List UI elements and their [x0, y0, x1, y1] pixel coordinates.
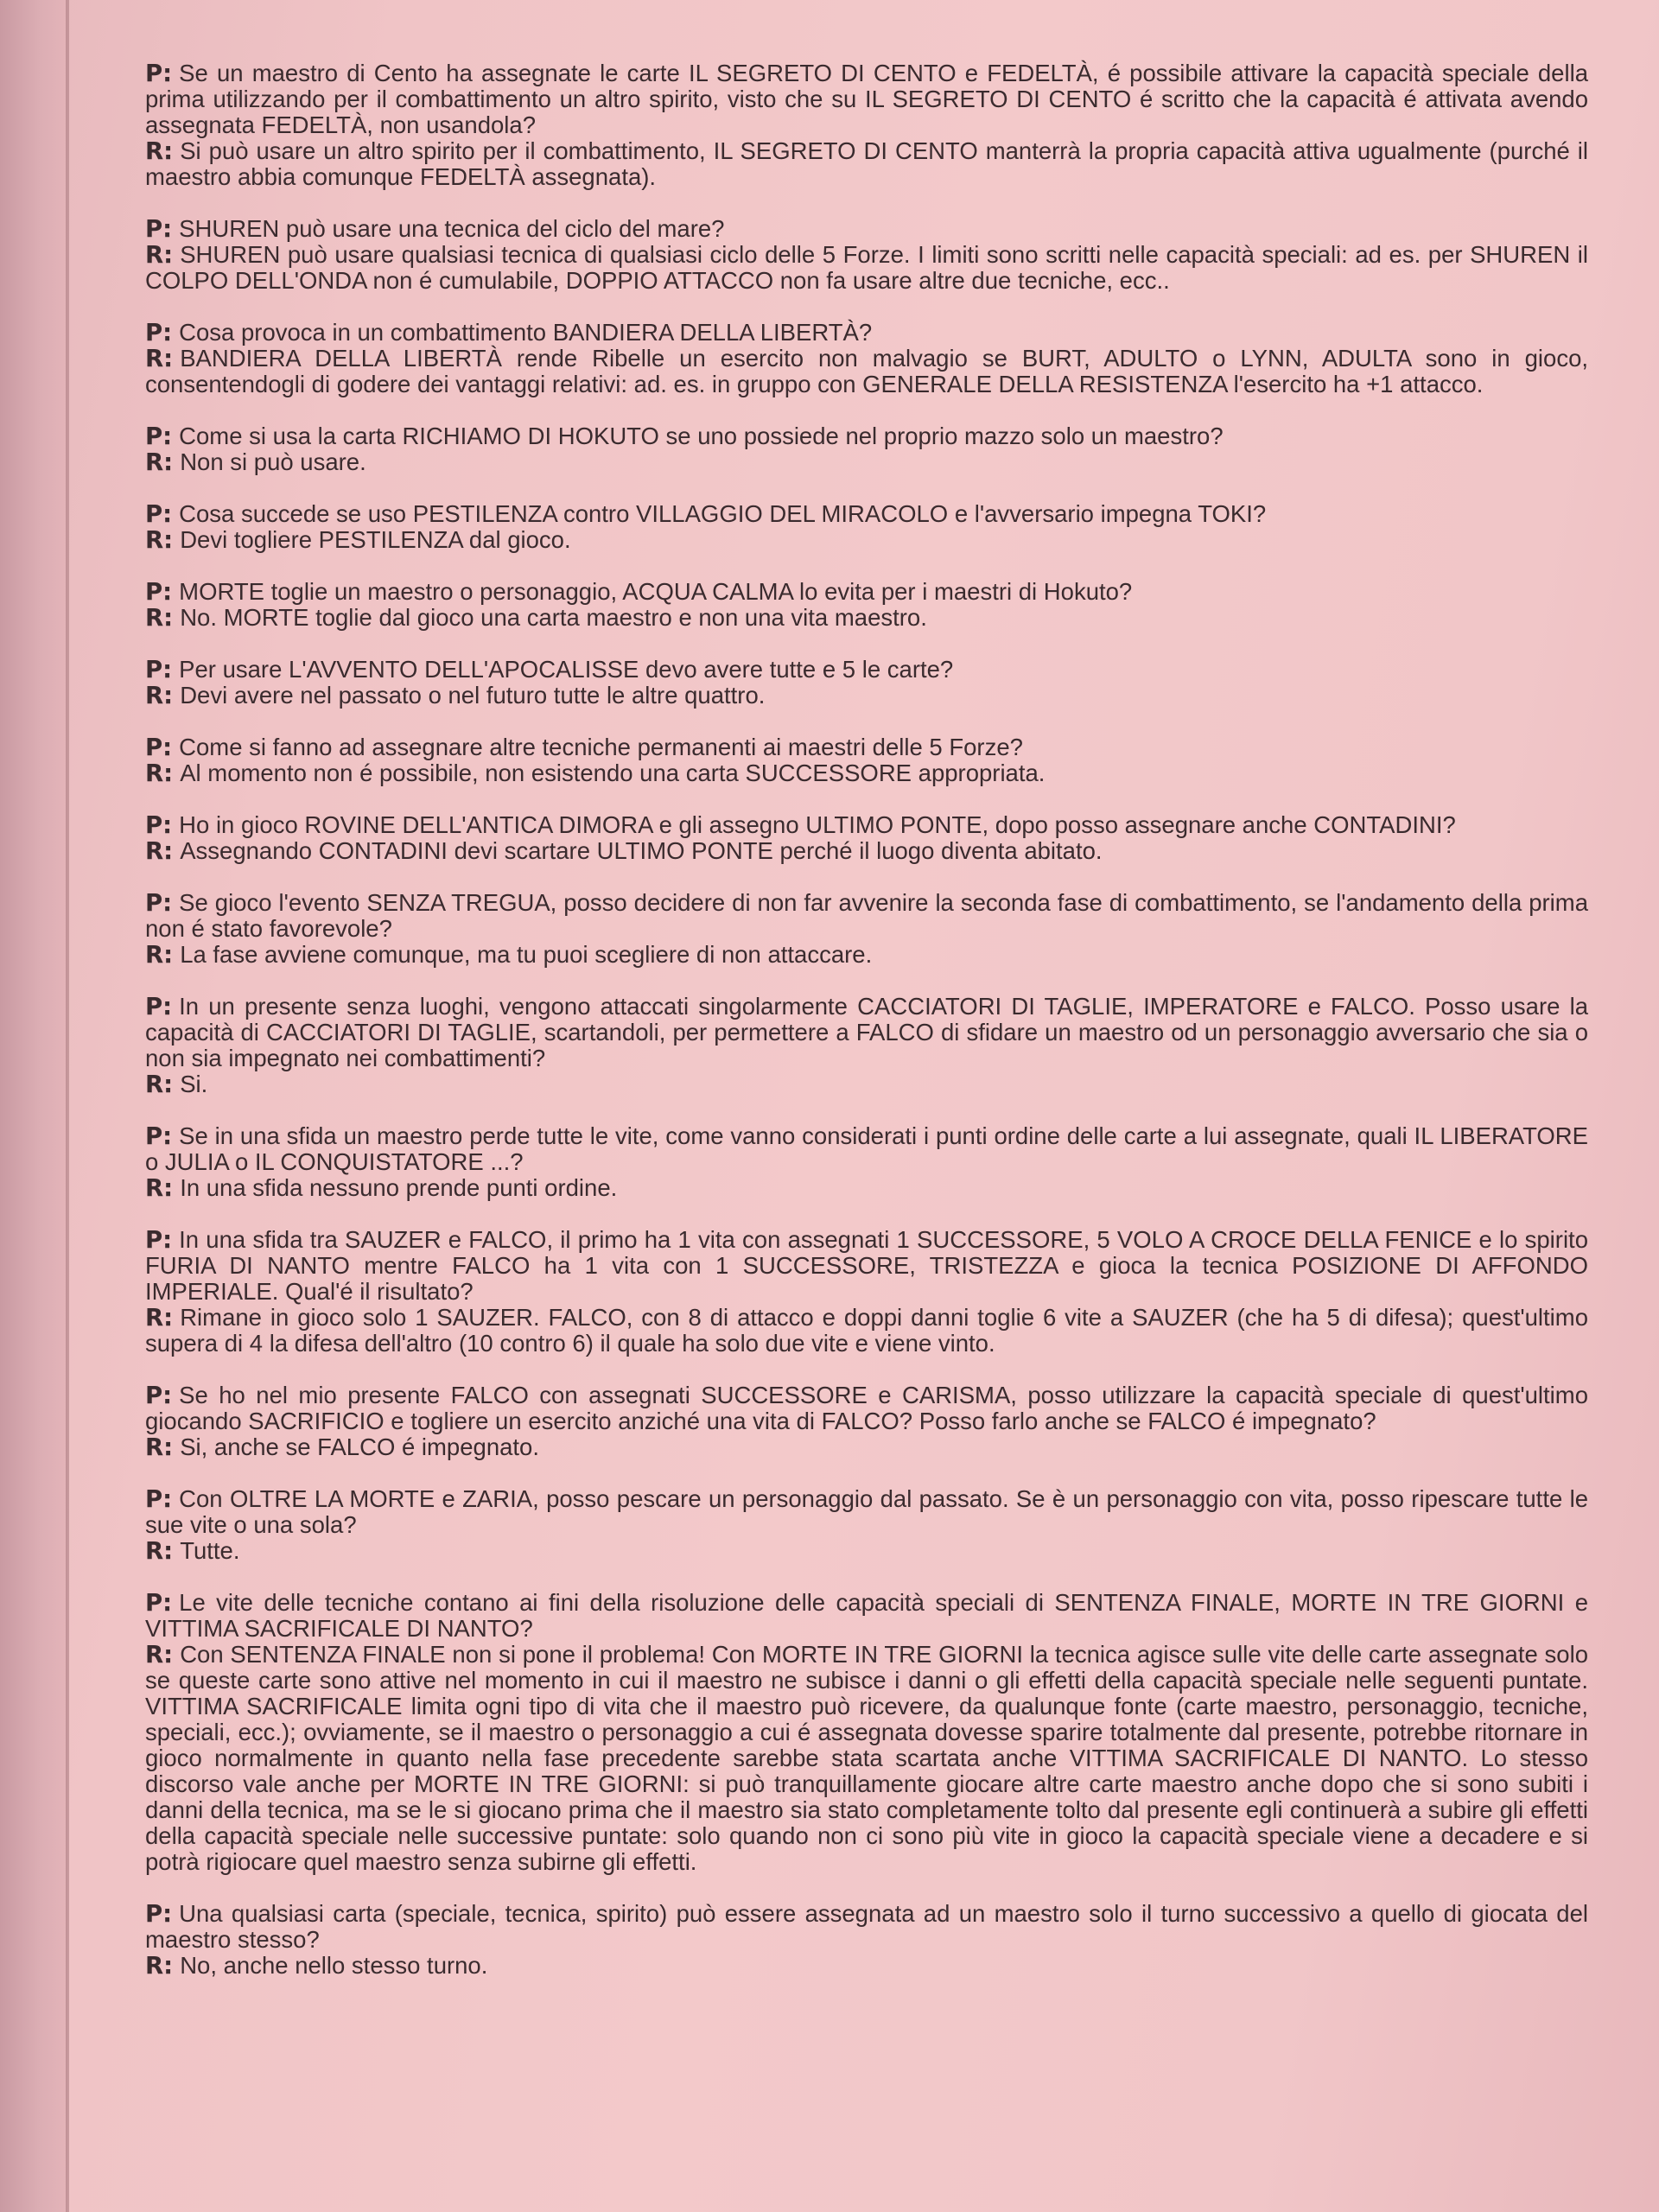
question-marker: P:: [145, 1485, 173, 1513]
question-text: Se gioco l'evento SENZA TREGUA, posso decidere di non far avvenire la seconda fase di combattimento, se l'andamento della prima non é stato favorevole?: [145, 889, 1588, 942]
faq-item: [145, 1123, 1588, 1201]
answer: [145, 1538, 1588, 1564]
question-text: Cosa succede se uso PESTILENZA contro VILLAGGIO DEL MIRACOLO e l'avversario impegna TOKI?: [179, 500, 1267, 527]
question-text: Come si fanno ad assegnare altre tecniche permanenti ai maestri delle 5 Forze?: [179, 734, 1023, 760]
answer: [145, 942, 1588, 968]
answer: [145, 242, 1588, 294]
answer: [145, 683, 1588, 709]
question: [145, 734, 1588, 760]
answer: [145, 449, 1588, 475]
faq-document: [145, 60, 1588, 2169]
question-text: In un presente senza luoghi, vengono attaccati singolarmente CACCIATORI DI TAGLIE, IMPERATORE e FALCO. Posso usare la capacità di CACCIATORI DI TAGLIE, scartandoli, per permettere a FALCO di sfidare un maestro od un personaggio avversario che sia o non sia impegnato nei combattimenti?: [145, 993, 1588, 1071]
answer-text: SHUREN può usare qualsiasi tecnica di qualsiasi ciclo delle 5 Forze. I limiti sono scritti nelle capacità speciali: ad es. per SHUREN il COLPO DELL'ONDA non é cumulabile, DOPPIO ATTACCO non fa usare altre due tecniche, ecc..: [145, 241, 1588, 294]
question: [145, 1486, 1588, 1538]
answer: [145, 346, 1588, 397]
question-marker: P:: [145, 656, 173, 683]
faq-item: [145, 812, 1588, 864]
question-marker: P:: [145, 60, 173, 87]
answer-marker: R:: [145, 1304, 174, 1332]
answer-marker: R:: [145, 241, 174, 269]
answer-text: Devi togliere PESTILENZA dal gioco.: [180, 526, 571, 553]
answer-marker: R:: [145, 1174, 174, 1202]
answer-marker: R:: [145, 941, 174, 969]
faq-item: [145, 734, 1588, 786]
answer-text: Rimane in gioco solo 1 SAUZER. FALCO, con 8 di attacco e doppi danni toglie 6 vite a SAUZER (che ha 5 di difesa); quest'ultimo supera di 4 la difesa dell'altro (10 contro 6) il quale ha solo due vite e viene vinto.: [145, 1304, 1588, 1357]
answer: [145, 1175, 1588, 1201]
page-left-margin: [0, 0, 67, 2212]
faq-item: [145, 501, 1588, 553]
question-marker: P:: [145, 811, 173, 839]
answer-marker: R:: [145, 448, 174, 476]
answer: [145, 838, 1588, 864]
answer-text: Devi avere nel passato o nel futuro tutte le altre quattro.: [180, 682, 766, 709]
question-text: Se un maestro di Cento ha assegnate le carte IL SEGRETO DI CENTO e FEDELTÀ, é possibile attivare la capacità speciale della prima utilizzando per il combattimento un altro spirito, visto che su IL SEGRETO DI CENTO é scritto che la capacità é attivata avendo assegnata FEDELTÀ, non usandola?: [145, 60, 1588, 138]
question: [145, 994, 1588, 1071]
faq-item: [145, 1901, 1588, 1979]
answer-marker: R:: [145, 1433, 174, 1461]
answer-text: In una sfida nessuno prende punti ordine.: [180, 1174, 618, 1201]
answer-marker: R:: [145, 1952, 174, 1980]
faq-item: [145, 657, 1588, 709]
answer-marker: R:: [145, 604, 174, 632]
faq-item: [145, 890, 1588, 968]
answer-marker: R:: [145, 1537, 174, 1565]
answer-text: No, anche nello stesso turno.: [180, 1952, 488, 1979]
answer: [145, 1071, 1588, 1097]
question-text: Come si usa la carta RICHIAMO DI HOKUTO se uno possiede nel proprio mazzo solo un maestro?: [179, 423, 1224, 449]
question-text: Le vite delle tecniche contano ai fini della risoluzione delle capacità speciali di SENTENZA FINALE, MORTE IN TRE GIORNI e VITTIMA SACRIFICALE DI NANTO?: [145, 1589, 1588, 1642]
answer: [145, 1953, 1588, 1979]
answer-text: Con SENTENZA FINALE non si pone il problema! Con MORTE IN TRE GIORNI la tecnica agisce sulle vite delle carte assegnate solo se queste carte sono attive nel momento in cui il maestro ne subisce i danni o gli effetti della capacità speciale nelle seguenti puntate. VITTIMA SACRIFICALE limita ogni tipo di vita che il maestro può ricevere, da qualunque fonte (carte maestro, personaggio, tecniche, speciali, ecc.); ovviamente, se il maestro o personaggio a cui é assegnata dovesse sparire totalmente dal presente, potrebbe ritornare in gioco normalmente in quanto nella fase precedente sarebbe stata scartata anche VITTIMA SACRIFICALE DI NANTO. Lo stesso discorso vale anche per MORTE IN TRE GIORNI: si può tranquillamente giocare altre carte maestro anche dopo che si sono subiti i danni della tecnica, ma se le si giocano prima che il maestro sia stato completamente tolto dal presente egli continuerà a subire gli effetti della capacità speciale nelle successive puntate: solo quando non ci sono più vite in gioco la capacità speciale viene a decadere e si potrà rigiocare quel maestro senza subirne gli effetti.: [145, 1641, 1588, 1875]
answer-text: BANDIERA DELLA LIBERTÀ rende Ribelle un esercito non malvagio se BURT, ADULTO o LYNN, ADULTA sono in gioco, consentendogli di godere dei vantaggi relativi: ad. es. in gruppo con GENERALE DELLA RESISTENZA l'esercito ha +1 attacco.: [145, 345, 1588, 397]
answer-marker: R:: [145, 760, 174, 787]
question: [145, 812, 1588, 838]
answer-text: Assegnando CONTADINI devi scartare ULTIMO PONTE perché il luogo diventa abitato.: [180, 837, 1103, 864]
question-text: Una qualsiasi carta (speciale, tecnica, spirito) può essere assegnata ad un maestro solo il turno successivo a quello di giocata del maestro stesso?: [145, 1900, 1588, 1953]
question: [145, 1590, 1588, 1642]
answer: [145, 760, 1588, 786]
answer-text: Non si può usare.: [180, 448, 366, 475]
question-marker: P:: [145, 889, 173, 917]
answer: [145, 1305, 1588, 1357]
answer-text: No. MORTE toglie dal gioco una carta maestro e non una vita maestro.: [180, 604, 927, 631]
answer: [145, 138, 1588, 190]
answer-text: Si, anche se FALCO é impegnato.: [180, 1433, 539, 1460]
question-marker: P:: [145, 578, 173, 606]
answer: [145, 605, 1588, 631]
question-text: Se in una sfida un maestro perde tutte le vite, come vanno considerati i punti ordine delle carte a lui assegnate, quali IL LIBERATORE o JULIA o IL CONQUISTATORE ...?: [145, 1122, 1588, 1175]
question-marker: P:: [145, 1382, 173, 1409]
answer-marker: R:: [145, 137, 174, 165]
faq-item: [145, 994, 1588, 1097]
answer-text: Al momento non é possibile, non esistendo una carta SUCCESSORE appropriata.: [180, 760, 1046, 786]
question-marker: P:: [145, 423, 173, 450]
faq-item: [145, 1382, 1588, 1460]
answer-marker: R:: [145, 837, 174, 865]
answer-marker: R:: [145, 682, 174, 709]
question: [145, 1227, 1588, 1305]
question-marker: P:: [145, 993, 173, 1020]
question-text: MORTE toglie un maestro o personaggio, ACQUA CALMA lo evita per i maestri di Hokuto?: [179, 578, 1133, 605]
question: [145, 1901, 1588, 1953]
question-text: Cosa provoca in un combattimento BANDIERA DELLA LIBERTÀ?: [179, 319, 873, 346]
question-marker: P:: [145, 1226, 173, 1254]
question: [145, 1382, 1588, 1434]
faq-item: [145, 579, 1588, 631]
question: [145, 1123, 1588, 1175]
question-text: SHUREN può usare una tecnica del ciclo del mare?: [179, 215, 725, 242]
question: [145, 216, 1588, 242]
question-text: Per usare L'AVVENTO DELL'APOCALISSE devo avere tutte e 5 le carte?: [179, 656, 954, 683]
answer-text: Si può usare un altro spirito per il combattimento, IL SEGRETO DI CENTO manterrà la propria capacità attiva ugualmente (purché il maestro abbia comunque FEDELTÀ assegnata).: [145, 137, 1588, 190]
answer: [145, 1642, 1588, 1875]
answer-text: Si.: [180, 1071, 208, 1097]
question-marker: P:: [145, 215, 173, 243]
question-marker: P:: [145, 500, 173, 528]
faq-item: [145, 60, 1588, 190]
question: [145, 423, 1588, 449]
question: [145, 890, 1588, 942]
answer-text: Tutte.: [180, 1537, 240, 1564]
question-marker: P:: [145, 1122, 173, 1150]
question: [145, 579, 1588, 605]
answer: [145, 1434, 1588, 1460]
question-text: Ho in gioco ROVINE DELL'ANTICA DIMORA e gli assegno ULTIMO PONTE, dopo posso assegnare anche CONTADINI?: [179, 811, 1456, 838]
question-text: In una sfida tra SAUZER e FALCO, il primo ha 1 vita con assegnati 1 SUCCESSORE, 5 VOLO A CROCE DELLA FENICE e lo spirito FURIA DI NANTO mentre FALCO ha 1 vita con 1 SUCCESSORE, TRISTEZZA e gioca la tecnica POSIZIONE DI AFFONDO IMPERIALE. Qual'é il risultato?: [145, 1226, 1588, 1305]
faq-item: [145, 1227, 1588, 1357]
question: [145, 60, 1588, 138]
question: [145, 320, 1588, 346]
question-text: Con OLTRE LA MORTE e ZARIA, posso pescare un personaggio dal passato. Se è un personaggio con vita, posso ripescare tutte le sue vite o una sola?: [145, 1485, 1588, 1538]
faq-item: [145, 320, 1588, 397]
faq-item: [145, 1486, 1588, 1564]
question-marker: P:: [145, 1900, 173, 1928]
answer-marker: R:: [145, 1641, 174, 1669]
question: [145, 501, 1588, 527]
question-marker: P:: [145, 1589, 173, 1617]
question-marker: P:: [145, 734, 173, 761]
faq-item: [145, 1590, 1588, 1875]
page-fold: [66, 0, 69, 2212]
faq-item: [145, 216, 1588, 294]
answer-marker: R:: [145, 526, 174, 554]
question: [145, 657, 1588, 683]
answer-marker: R:: [145, 1071, 174, 1098]
faq-item: [145, 423, 1588, 475]
question-marker: P:: [145, 319, 173, 346]
answer: [145, 527, 1588, 553]
answer-marker: R:: [145, 345, 174, 372]
answer-text: La fase avviene comunque, ma tu puoi scegliere di non attaccare.: [180, 941, 873, 968]
question-text: Se ho nel mio presente FALCO con assegnati SUCCESSORE e CARISMA, posso utilizzare la capacità speciale di quest'ultimo giocando SACRIFICIO e togliere un esercito anziché una vita di FALCO? Posso farlo anche se FALCO é impegnato?: [145, 1382, 1588, 1434]
